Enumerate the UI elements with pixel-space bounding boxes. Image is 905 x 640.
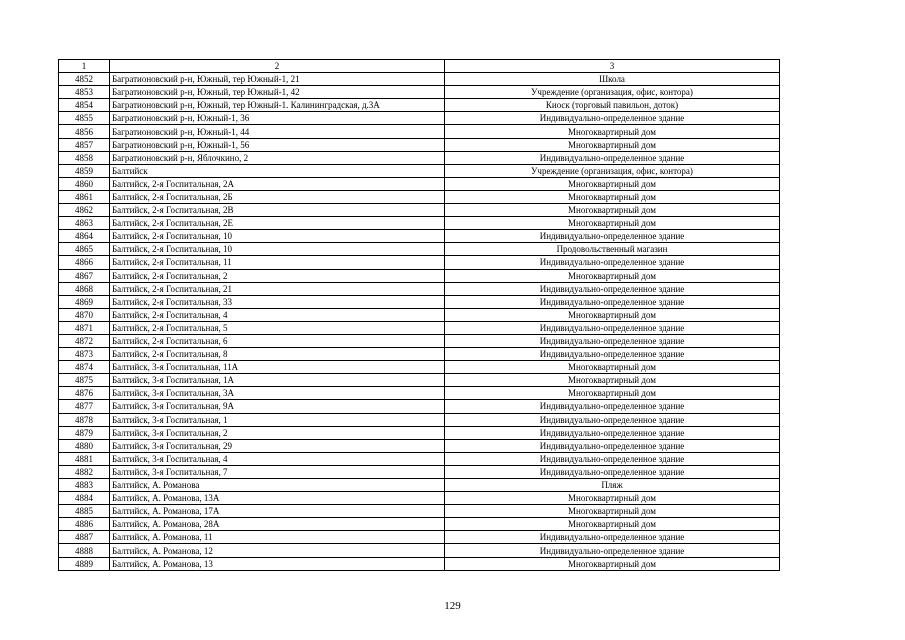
table-row: [59, 230, 780, 243]
address-cell: Балтийск, А. Романова, 13А: [110, 492, 445, 505]
row-number-cell: 4887: [59, 531, 110, 544]
row-number-cell: 4867: [59, 269, 110, 282]
object-type-cell: Индивидуально-определенное здание: [445, 151, 780, 164]
object-type-cell: Индивидуально-определенное здание: [445, 112, 780, 125]
object-type-cell: Многоквартирный дом: [445, 269, 780, 282]
row-number-cell: 4857: [59, 138, 110, 151]
object-type-cell: Учреждение (организация, офис, контора): [445, 86, 780, 99]
table-header-row: [59, 60, 780, 73]
row-number-cell: 4888: [59, 544, 110, 557]
address-cell: Балтийск, 3-я Госпитальная, 29: [110, 439, 445, 452]
object-type-cell: Многоквартирный дом: [445, 492, 780, 505]
row-number-cell: 4873: [59, 348, 110, 361]
table-row: [59, 164, 780, 177]
table-row: [59, 518, 780, 531]
table-row: [59, 256, 780, 269]
address-cell: Балтийск, 2-я Госпитальная, 2В: [110, 204, 445, 217]
row-number-cell: 4865: [59, 243, 110, 256]
table-row: [59, 400, 780, 413]
table-row: [59, 86, 780, 99]
row-number-cell: 4884: [59, 492, 110, 505]
header-cell-col3: 3: [445, 60, 780, 73]
row-number-cell: 4869: [59, 295, 110, 308]
object-type-cell: Индивидуально-определенное здание: [445, 426, 780, 439]
object-type-cell: Многоквартирный дом: [445, 374, 780, 387]
row-number-cell: 4878: [59, 413, 110, 426]
address-cell: Балтийск, 2-я Госпитальная, 8: [110, 348, 445, 361]
table-row: [59, 465, 780, 478]
table-row: [59, 125, 780, 138]
table-row: [59, 413, 780, 426]
address-cell: Багратионовский р-н, Южный, тер Южный-1, 42: [110, 86, 445, 99]
address-cell: Балтийск, А. Романова, 11: [110, 531, 445, 544]
table-body: [59, 73, 780, 571]
object-type-cell: Школа: [445, 73, 780, 86]
address-cell: Балтийск, 2-я Госпитальная, 2: [110, 269, 445, 282]
row-number-cell: 4880: [59, 439, 110, 452]
object-type-cell: Многоквартирный дом: [445, 217, 780, 230]
object-type-cell: Многоквартирный дом: [445, 138, 780, 151]
row-number-cell: 4859: [59, 164, 110, 177]
object-type-cell: Индивидуально-определенное здание: [445, 531, 780, 544]
object-type-cell: Пляж: [445, 479, 780, 492]
object-type-cell: Индивидуально-определенное здание: [445, 465, 780, 478]
address-cell: Балтийск, 2-я Госпитальная, 2А: [110, 177, 445, 190]
object-type-cell: Многоквартирный дом: [445, 204, 780, 217]
table-row: [59, 151, 780, 164]
address-cell: Балтийск, 2-я Госпитальная, 10: [110, 230, 445, 243]
table-row: [59, 217, 780, 230]
address-cell: Балтийск, 3-я Госпитальная, 3А: [110, 387, 445, 400]
table-row: [59, 99, 780, 112]
table-row: [59, 544, 780, 557]
address-cell: Балтийск, 3-я Госпитальная, 1: [110, 413, 445, 426]
row-number-cell: 4883: [59, 479, 110, 492]
object-type-cell: Индивидуально-определенное здание: [445, 544, 780, 557]
row-number-cell: 4863: [59, 217, 110, 230]
address-cell: Балтийск, 3-я Госпитальная, 7: [110, 465, 445, 478]
row-number-cell: 4874: [59, 361, 110, 374]
object-type-cell: Индивидуально-определенное здание: [445, 413, 780, 426]
row-number-cell: 4875: [59, 374, 110, 387]
table-row: [59, 295, 780, 308]
object-type-cell: Киоск (торговый павильон, доток): [445, 99, 780, 112]
object-type-cell: Многоквартирный дом: [445, 557, 780, 570]
address-cell: Балтийск, 2-я Госпитальная, 2Б: [110, 190, 445, 203]
row-number-cell: 4877: [59, 400, 110, 413]
header-cell-col2: 2: [110, 60, 445, 73]
table-row: [59, 426, 780, 439]
object-type-cell: Индивидуально-определенное здание: [445, 334, 780, 347]
address-cell: Балтийск, А. Романова, 17А: [110, 505, 445, 518]
address-table: [58, 59, 780, 571]
object-type-cell: Многоквартирный дом: [445, 518, 780, 531]
row-number-cell: 4853: [59, 86, 110, 99]
object-type-cell: Индивидуально-определенное здание: [445, 295, 780, 308]
address-cell: Балтийск, А. Романова, 13: [110, 557, 445, 570]
table-row: [59, 321, 780, 334]
object-type-cell: Индивидуально-определенное здание: [445, 321, 780, 334]
row-number-cell: 4861: [59, 190, 110, 203]
address-cell: Балтийск, 2-я Госпитальная, 5: [110, 321, 445, 334]
row-number-cell: 4854: [59, 99, 110, 112]
object-type-cell: Учреждение (организация, офис, контора): [445, 164, 780, 177]
table-row: [59, 531, 780, 544]
object-type-cell: Многоквартирный дом: [445, 177, 780, 190]
row-number-cell: 4889: [59, 557, 110, 570]
row-number-cell: 4885: [59, 505, 110, 518]
table-row: [59, 204, 780, 217]
row-number-cell: 4881: [59, 452, 110, 465]
address-cell: Балтийск, 2-я Госпитальная, 11: [110, 256, 445, 269]
address-cell: Балтийск, 2-я Госпитальная, 21: [110, 282, 445, 295]
table-row: [59, 73, 780, 86]
table-row: [59, 112, 780, 125]
table-row: [59, 557, 780, 570]
row-number-cell: 4866: [59, 256, 110, 269]
address-cell: Багратионовский р-н, Южный-1, 44: [110, 125, 445, 138]
address-cell: Балтийск: [110, 164, 445, 177]
object-type-cell: Многоквартирный дом: [445, 361, 780, 374]
table-row: [59, 492, 780, 505]
table-row: [59, 308, 780, 321]
address-cell: Балтийск, А. Романова, 12: [110, 544, 445, 557]
address-cell: Багратионовский р-н, Южный-1, 56: [110, 138, 445, 151]
address-cell: Балтийск, 3-я Госпитальная, 1А: [110, 374, 445, 387]
object-type-cell: Многоквартирный дом: [445, 387, 780, 400]
address-cell: Балтийск, 2-я Госпитальная, 33: [110, 295, 445, 308]
object-type-cell: Индивидуально-определенное здание: [445, 400, 780, 413]
table-row: [59, 269, 780, 282]
table-row: [59, 387, 780, 400]
object-type-cell: Многоквартирный дом: [445, 505, 780, 518]
row-number-cell: 4862: [59, 204, 110, 217]
row-number-cell: 4864: [59, 230, 110, 243]
address-cell: Балтийск, 2-я Госпитальная, 2Е: [110, 217, 445, 230]
row-number-cell: 4882: [59, 465, 110, 478]
row-number-cell: 4852: [59, 73, 110, 86]
row-number-cell: 4856: [59, 125, 110, 138]
row-number-cell: 4876: [59, 387, 110, 400]
address-cell: Багратионовский р-н, Южный-1, 36: [110, 112, 445, 125]
object-type-cell: Индивидуально-определенное здание: [445, 256, 780, 269]
address-cell: Багратионовский р-н, Яблочкино, 2: [110, 151, 445, 164]
table-row: [59, 479, 780, 492]
table-row: [59, 177, 780, 190]
address-cell: Балтийск, 2-я Госпитальная, 4: [110, 308, 445, 321]
row-number-cell: 4860: [59, 177, 110, 190]
address-cell: Балтийск, А. Романова: [110, 479, 445, 492]
object-type-cell: Продовольственный магазин: [445, 243, 780, 256]
object-type-cell: Многоквартирный дом: [445, 190, 780, 203]
address-cell: Балтийск, 3-я Госпитальная, 9А: [110, 400, 445, 413]
object-type-cell: Многоквартирный дом: [445, 308, 780, 321]
table-row: [59, 243, 780, 256]
object-type-cell: Индивидуально-определенное здание: [445, 452, 780, 465]
row-number-cell: 4870: [59, 308, 110, 321]
address-cell: Балтийск, 2-я Госпитальная, 6: [110, 334, 445, 347]
table-row: [59, 138, 780, 151]
address-cell: Балтийск, 3-я Госпитальная, 2: [110, 426, 445, 439]
address-cell: Багратионовский р-н, Южный, тер Южный-1, 21: [110, 73, 445, 86]
table-row: [59, 361, 780, 374]
table-row: [59, 334, 780, 347]
table-row: [59, 439, 780, 452]
address-cell: Балтийск, 3-я Госпитальная, 4: [110, 452, 445, 465]
row-number-cell: 4871: [59, 321, 110, 334]
address-cell: Балтийск, 2-я Госпитальная, 10: [110, 243, 445, 256]
table-row: [59, 505, 780, 518]
table-row: [59, 282, 780, 295]
address-cell: Балтийск, 3-я Госпитальная, 11А: [110, 361, 445, 374]
page-number: 129: [444, 600, 461, 612]
table-row: [59, 348, 780, 361]
row-number-cell: 4886: [59, 518, 110, 531]
address-cell: Балтийск, А. Романова, 28А: [110, 518, 445, 531]
object-type-cell: Индивидуально-определенное здание: [445, 439, 780, 452]
header-cell-col1: 1: [59, 60, 110, 73]
row-number-cell: 4879: [59, 426, 110, 439]
row-number-cell: 4858: [59, 151, 110, 164]
row-number-cell: 4855: [59, 112, 110, 125]
table-row: [59, 452, 780, 465]
object-type-cell: Индивидуально-определенное здание: [445, 348, 780, 361]
object-type-cell: Индивидуально-определенное здание: [445, 230, 780, 243]
row-number-cell: 4868: [59, 282, 110, 295]
row-number-cell: 4872: [59, 334, 110, 347]
object-type-cell: Индивидуально-определенное здание: [445, 282, 780, 295]
address-cell: Багратионовский р-н, Южный, тер Южный-1. Калининградская, д.3А: [110, 99, 445, 112]
object-type-cell: Многоквартирный дом: [445, 125, 780, 138]
table-row: [59, 374, 780, 387]
table-row: [59, 190, 780, 203]
